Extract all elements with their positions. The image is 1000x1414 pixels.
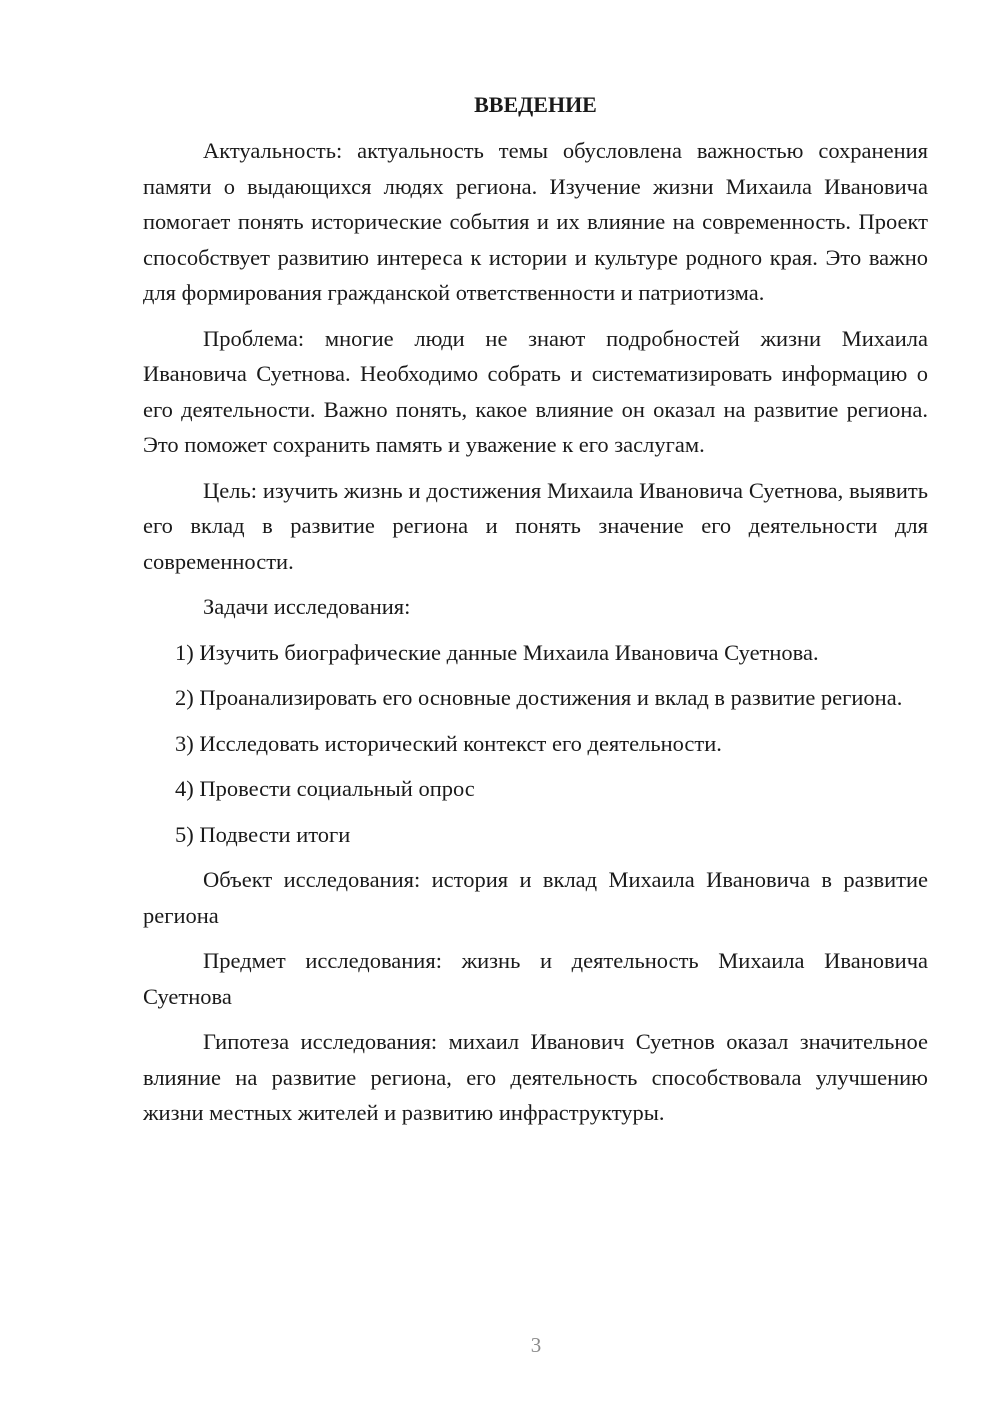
task-item-5: 5) Подвести итоги — [175, 821, 351, 847]
task-item-1: 1) Изучить биографические данные Михаила Ивановича Суетнова. — [175, 639, 819, 665]
relevance-paragraph: Актуальность: актуальность темы обусловлена важностью сохранения памяти о выдающихся людях региона. Изучение жизни Михаила Ивановича помогает понять исторические события и их влияние на современность. Проект способствует развитию интереса к истории и культуре родного края. Это важно для формирования гражданской ответственности и патриотизма. — [143, 138, 928, 305]
subject-paragraph: Предмет исследования: жизнь и деятельность Михаила Ивановича Суетнова — [143, 948, 928, 1009]
object-paragraph: Объект исследования: история и вклад Михаила Ивановича в развитие региона — [143, 867, 928, 928]
document-page — [143, 90, 928, 1141]
task-item-2: 2) Проанализировать его основные достижения и вклад в развитие региона. — [175, 685, 903, 710]
task-item-3: 3) Исследовать исторический контекст его деятельности. — [175, 730, 722, 756]
problem-paragraph: Проблема: многие люди не знают подробностей жизни Михаила Ивановича Суетнова. Необходимо собрать и систематизировать информацию о его деятельности. Важно понять, какое влияние он оказал на развитие региона. Это поможет сохранить память и уважение к его заслугам. — [143, 325, 928, 457]
goal-paragraph: Цель: изучить жизнь и достижения Михаила Ивановича Суетнова, выявить его вклад в развитие региона и понять значение его деятельности для современности. — [143, 477, 928, 574]
page-number: 3 — [530, 1333, 542, 1357]
tasks-heading: Задачи исследования: — [203, 594, 411, 619]
hypothesis-paragraph: Гипотеза исследования: михаил Иванович Суетнов оказал значительное влияние на развитие региона, его деятельность способствовала улучшению жизни местных жителей и развитию инфраструктуры. — [143, 1029, 928, 1125]
section-title: ВВЕДЕНИЕ — [474, 92, 597, 117]
task-item-4: 4) Провести социальный опрос — [175, 776, 475, 801]
